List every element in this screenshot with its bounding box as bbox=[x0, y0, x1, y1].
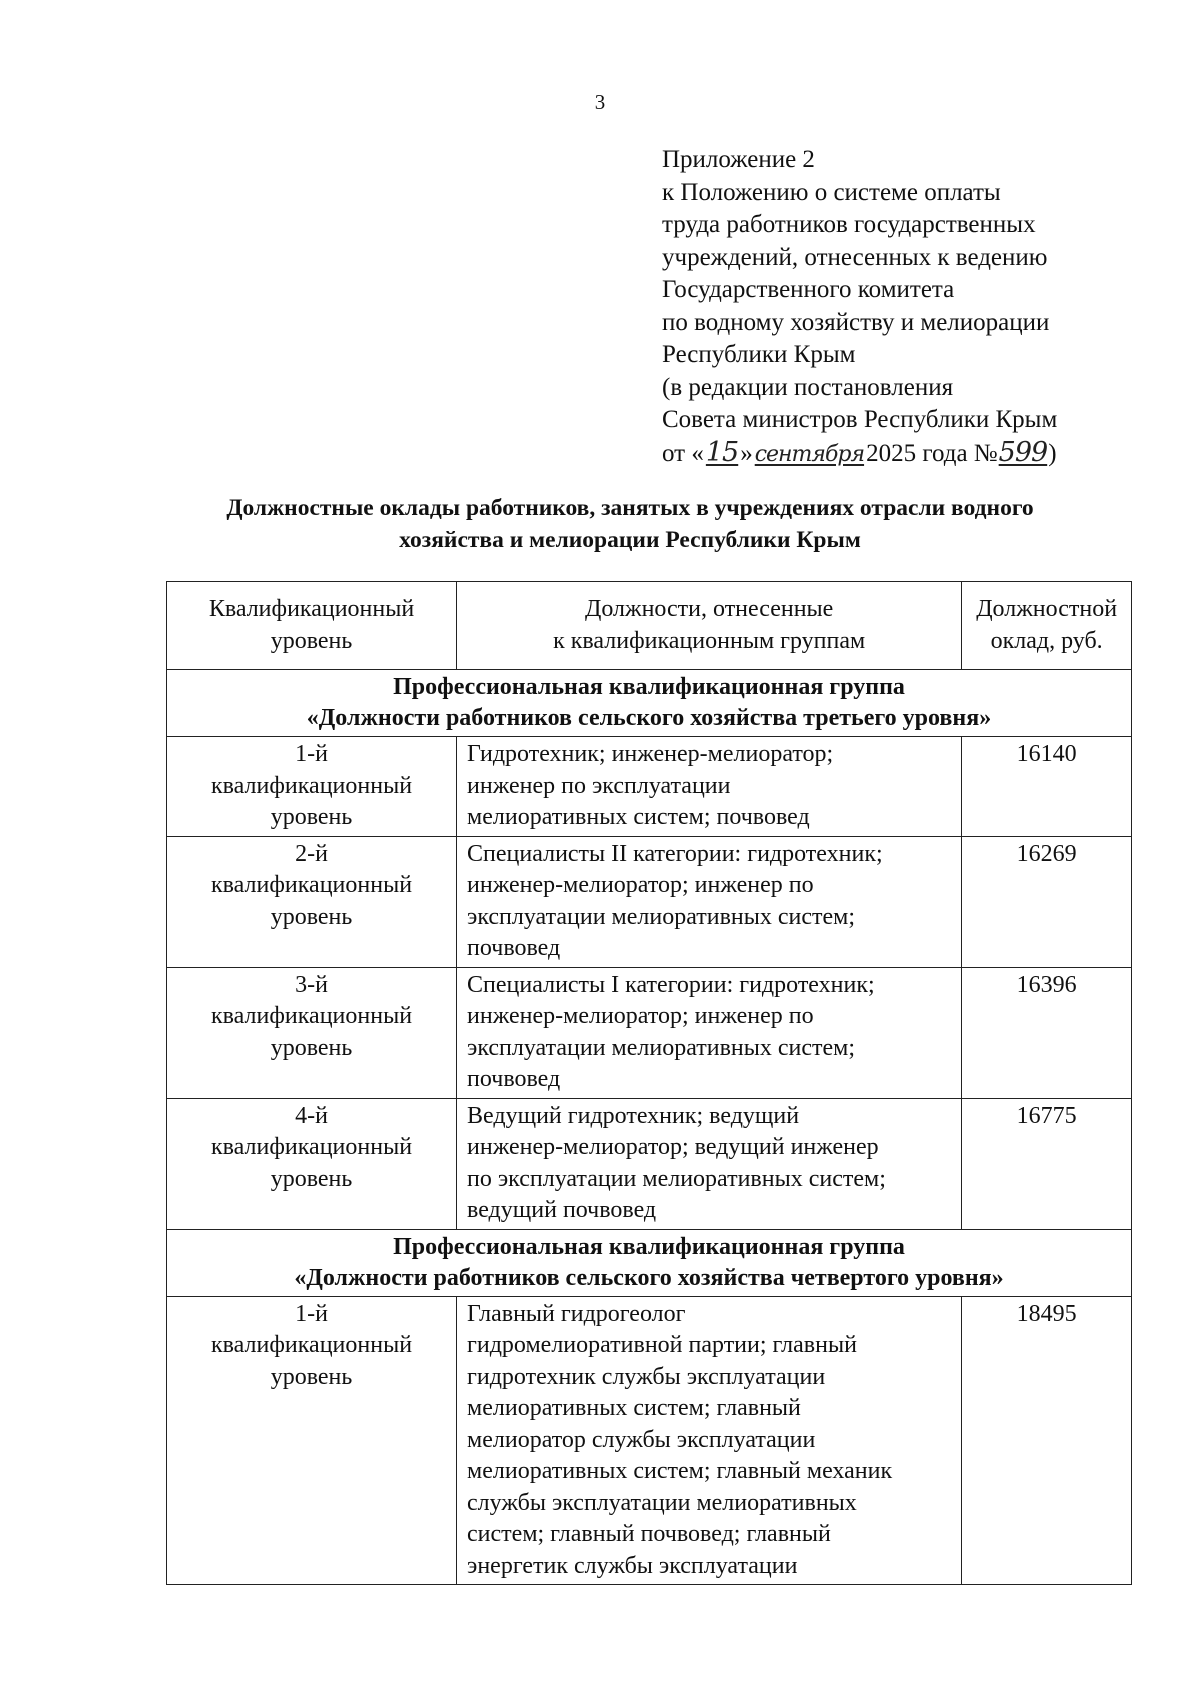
appendix-line: Приложение 2 bbox=[662, 146, 815, 173]
level-line: уровень bbox=[270, 903, 353, 930]
header-salary-line: Должностной bbox=[976, 596, 1118, 622]
salary-table bbox=[166, 581, 1132, 1585]
level-cell bbox=[167, 836, 457, 967]
level-line: уровень bbox=[270, 1034, 353, 1061]
level-line: 2-й bbox=[295, 840, 328, 867]
table-header-row bbox=[167, 582, 1132, 670]
date-year-text: 2025 года № bbox=[866, 439, 998, 467]
group-header-row bbox=[167, 670, 1132, 737]
level-line: квалификационный bbox=[210, 1134, 413, 1160]
appendix-block bbox=[662, 144, 1057, 471]
positions-line: почвовед bbox=[467, 1066, 561, 1092]
positions-line: по эксплуатации мелиоративных систем; bbox=[467, 1165, 886, 1192]
header-salary bbox=[962, 582, 1132, 670]
level-cell bbox=[167, 967, 457, 1098]
positions-cell bbox=[457, 1098, 962, 1229]
positions-cell bbox=[457, 737, 962, 837]
header-salary-line: оклад, руб. bbox=[990, 627, 1103, 654]
appendix-line: по водному хозяйству и мелиорации bbox=[662, 308, 1050, 336]
group-title-line: «Должности работников сельского хозяйства четвертого уровня» bbox=[294, 1264, 1004, 1291]
level-cell bbox=[167, 737, 457, 837]
header-positions-line: Должности, отнесенные bbox=[584, 596, 834, 622]
level-cell bbox=[167, 1098, 457, 1229]
positions-cell bbox=[457, 1296, 962, 1585]
group-header-row bbox=[167, 1229, 1132, 1296]
appendix-line: учреждений, отнесенных к ведению bbox=[662, 243, 1048, 271]
table-row bbox=[167, 1098, 1132, 1229]
level-line: 3-й bbox=[295, 971, 328, 998]
group-title-line: «Должности работников сельского хозяйства третьего уровня» bbox=[306, 705, 992, 731]
positions-line: мелиоратор службы эксплуатации bbox=[467, 1426, 816, 1453]
group-title-line: Профессиональная квалификационная группа bbox=[393, 1233, 905, 1260]
positions-line: службы эксплуатации мелиоративных bbox=[467, 1489, 857, 1516]
salary-cell: 18495 bbox=[962, 1296, 1132, 1585]
handwritten-doc-number: 599 bbox=[998, 436, 1048, 468]
positions-line: мелиоративных систем; главный bbox=[467, 1395, 801, 1421]
document-title bbox=[150, 492, 1110, 556]
header-level-line: Квалификационный bbox=[208, 596, 415, 622]
salary-cell: 16269 bbox=[962, 836, 1132, 967]
appendix-line: Республики Крым bbox=[662, 341, 856, 368]
level-line: 4-й bbox=[295, 1102, 328, 1129]
page-number: 3 bbox=[594, 90, 606, 114]
positions-line: систем; главный почвовед; главный bbox=[467, 1521, 831, 1547]
level-line: 1-й bbox=[295, 741, 328, 767]
appendix-line: к Положению о системе оплаты bbox=[662, 178, 1001, 206]
positions-line: Гидротехник; инженер-мелиоратор; bbox=[467, 741, 834, 767]
salary-cell: 16140 bbox=[962, 737, 1132, 837]
positions-line: эксплуатации мелиоративных систем; bbox=[467, 903, 856, 930]
table-row bbox=[167, 737, 1132, 837]
date-prefix: от « bbox=[662, 439, 704, 467]
date-mid: » bbox=[740, 439, 753, 467]
level-cell bbox=[167, 1296, 457, 1585]
level-line: 1-й bbox=[295, 1300, 328, 1327]
group-title bbox=[167, 1229, 1132, 1296]
positions-line: инженер-мелиоратор; инженер по bbox=[467, 1003, 814, 1029]
title-line-2: хозяйства и мелиорации Республики Крым bbox=[399, 527, 861, 553]
positions-line: мелиоративных систем; почвовед bbox=[467, 804, 810, 830]
resolution-date-line bbox=[662, 437, 1057, 472]
positions-line: гидромелиоративной партии; главный bbox=[467, 1332, 857, 1358]
group-title bbox=[167, 670, 1132, 737]
positions-line: ведущий почвовед bbox=[467, 1197, 657, 1223]
positions-line: мелиоративных систем; главный механик bbox=[467, 1458, 893, 1484]
level-line: квалификационный bbox=[210, 1332, 413, 1358]
table-row bbox=[167, 836, 1132, 967]
level-line: квалификационный bbox=[210, 772, 413, 799]
group-title-line: Профессиональная квалификационная группа bbox=[393, 674, 905, 700]
table-row bbox=[167, 967, 1132, 1098]
handwritten-day: 15 bbox=[705, 436, 739, 468]
salary-cell: 16396 bbox=[962, 967, 1132, 1098]
appendix-line: труда работников государственных bbox=[662, 211, 1036, 238]
positions-line: Ведущий гидротехник; ведущий bbox=[467, 1102, 800, 1129]
appendix-line: (в редакции постановления bbox=[662, 373, 954, 401]
positions-line: гидротехник службы эксплуатации bbox=[467, 1363, 826, 1390]
date-close: ) bbox=[1048, 439, 1057, 467]
salary-cell: 16775 bbox=[962, 1098, 1132, 1229]
header-positions-line: к квалификационным группам bbox=[553, 627, 866, 654]
level-line: уровень bbox=[270, 1363, 353, 1390]
appendix-line: Государственного комитета bbox=[662, 276, 955, 303]
header-level-line: уровень bbox=[270, 627, 353, 654]
table-row bbox=[167, 1296, 1132, 1585]
positions-cell bbox=[457, 836, 962, 967]
title-line-1: Должностные оклады работников, занятых в учреждениях отрасли водного bbox=[226, 495, 1034, 521]
positions-line: эксплуатации мелиоративных систем; bbox=[467, 1034, 856, 1061]
appendix-line: Совета министров Республики Крым bbox=[662, 406, 1058, 433]
level-line: уровень bbox=[270, 1165, 353, 1192]
handwritten-month: сентября bbox=[754, 441, 865, 467]
header-positions bbox=[457, 582, 962, 670]
positions-line: энергетик службы эксплуатации bbox=[467, 1552, 798, 1579]
positions-line: инженер по эксплуатации bbox=[467, 772, 731, 799]
positions-cell bbox=[457, 967, 962, 1098]
positions-line: Главный гидрогеолог bbox=[467, 1300, 686, 1327]
positions-line: почвовед bbox=[467, 935, 561, 961]
level-line: уровень bbox=[270, 804, 353, 830]
level-line: квалификационный bbox=[210, 1003, 413, 1029]
positions-line: инженер-мелиоратор; инженер по bbox=[467, 872, 814, 898]
positions-line: инженер-мелиоратор; ведущий инженер bbox=[467, 1134, 879, 1160]
level-line: квалификационный bbox=[210, 872, 413, 898]
header-level bbox=[167, 582, 457, 670]
positions-line: Специалисты I категории: гидротехник; bbox=[467, 971, 875, 998]
positions-line: Специалисты II категории: гидротехник; bbox=[467, 840, 883, 867]
